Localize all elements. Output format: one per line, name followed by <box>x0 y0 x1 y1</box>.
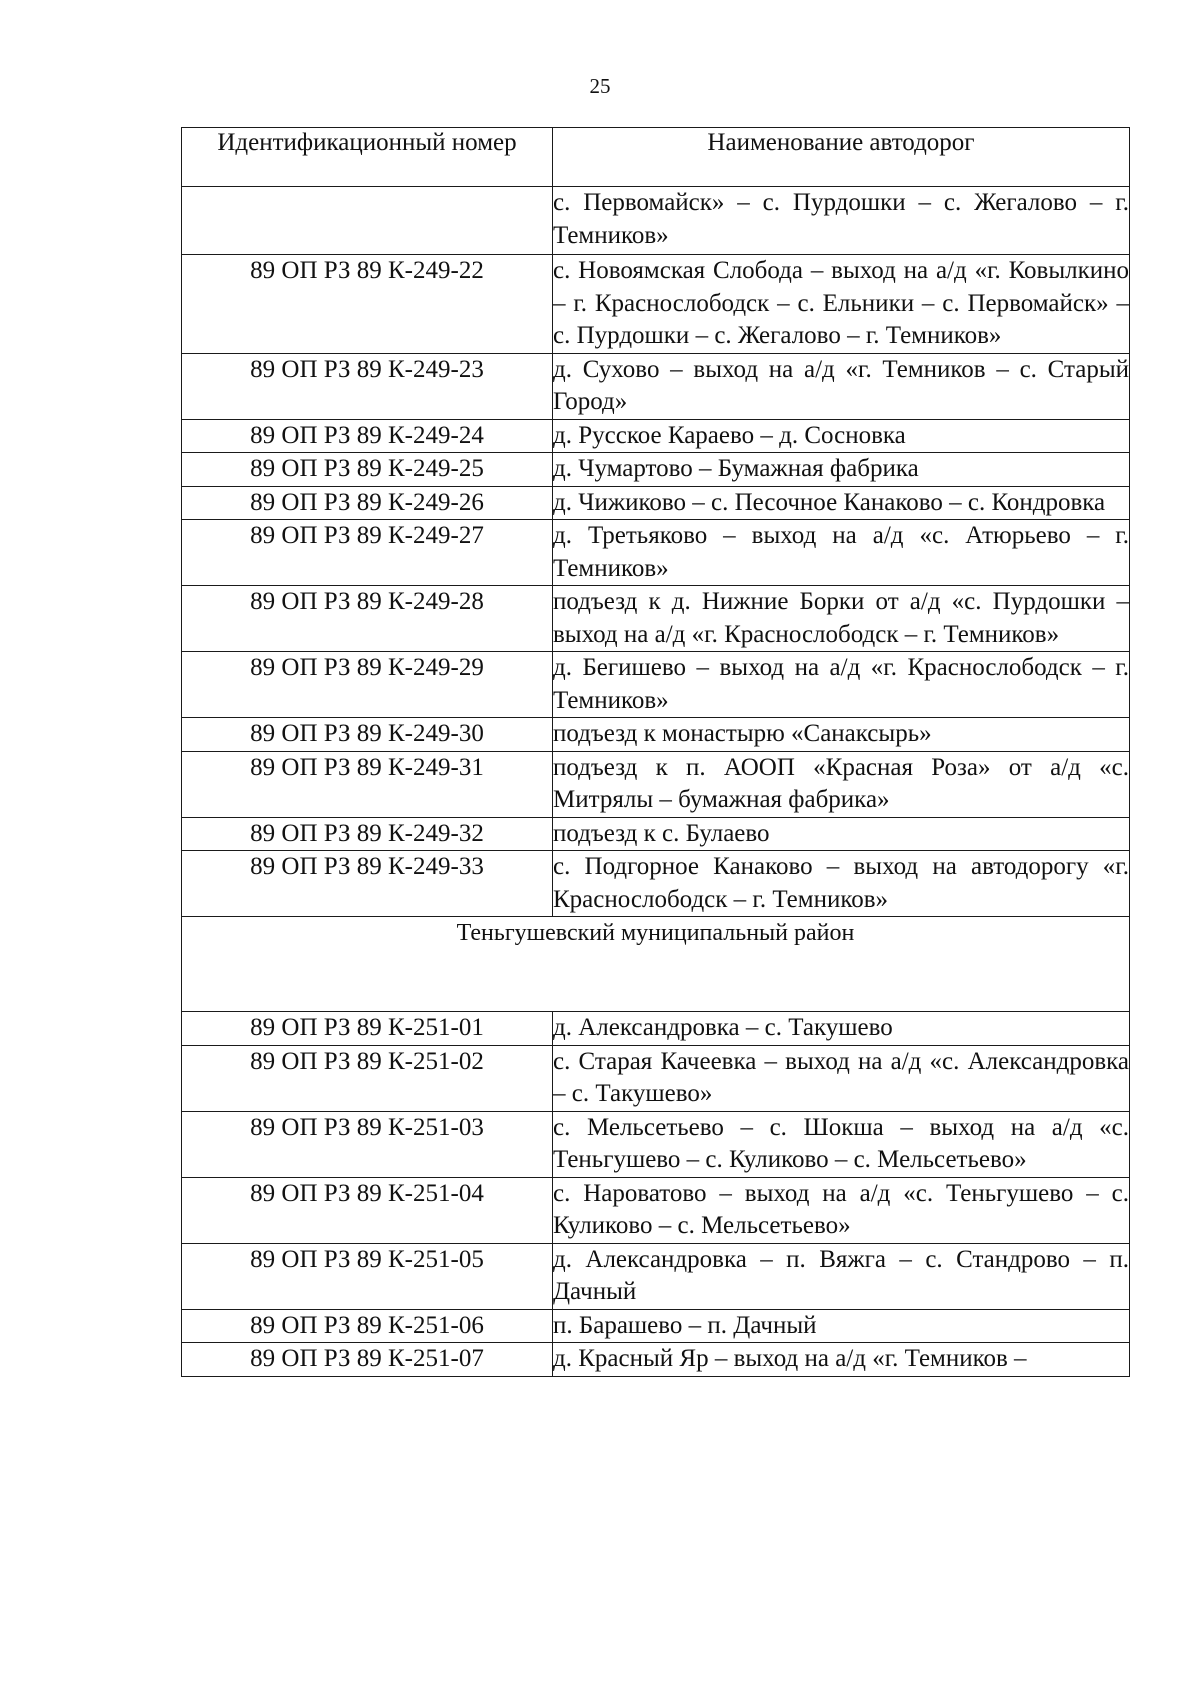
name-cell: с. Нароватово – выход на а/д «с. Теньгушево – с. Куликово – с. Мельсетьево» <box>553 1177 1130 1243</box>
table-row <box>182 486 1130 520</box>
name-cell: подъезд к монастырю «Санаксырь» <box>553 718 1130 752</box>
table-row <box>182 1309 1130 1343</box>
name-cell: с. Подгорное Канаково – выход на автодорогу «г. Краснослободск – г. Темников» <box>553 851 1130 917</box>
id-cell: 89 ОП РЗ 89 К-249-32 <box>182 817 553 851</box>
table-row <box>182 586 1130 652</box>
name-cell: д. Александровка – п. Вяжга – с. Стандрово – п. Дачный <box>553 1243 1130 1309</box>
table-row <box>182 1045 1130 1111</box>
name-cell: д. Александровка – с. Такушево <box>553 1012 1130 1046</box>
table-row <box>182 1243 1130 1309</box>
id-cell: 89 ОП РЗ 89 К-249-23 <box>182 353 553 419</box>
id-cell: 89 ОП РЗ 89 К-249-33 <box>182 851 553 917</box>
name-cell: с. Старая Качеевка – выход на а/д «с. Александровка – с. Такушево» <box>553 1045 1130 1111</box>
section-title: Теньгушевский муниципальный район <box>182 917 1130 1012</box>
name-cell: д. Сухово – выход на а/д «г. Темников – с. Старый Город» <box>553 353 1130 419</box>
name-cell: п. Барашево – п. Дачный <box>553 1309 1130 1343</box>
id-cell: 89 ОП РЗ 89 К-249-31 <box>182 751 553 817</box>
id-cell: 89 ОП РЗ 89 К-251-03 <box>182 1111 553 1177</box>
name-cell: с. Первомайск» – с. Пурдошки – с. Жегалово – г. Темников» <box>553 187 1130 255</box>
id-cell: 89 ОП РЗ 89 К-249-27 <box>182 520 553 586</box>
id-cell: 89 ОП РЗ 89 К-249-29 <box>182 652 553 718</box>
name-cell: д. Чумартово – Бумажная фабрика <box>553 453 1130 487</box>
table-row <box>182 353 1130 419</box>
id-cell <box>182 187 553 255</box>
table-row <box>182 1343 1130 1377</box>
section-row <box>182 917 1130 1012</box>
table-row <box>182 255 1130 354</box>
name-cell: д. Чижиково – с. Песочное Канаково – с. Кондровка <box>553 486 1130 520</box>
name-cell: подъезд к д. Нижние Борки от а/д «с. Пурдошки – выход на а/д «г. Краснослободск – г. Темников» <box>553 586 1130 652</box>
header-id: Идентификационный номер <box>182 128 553 187</box>
id-cell: 89 ОП РЗ 89 К-249-28 <box>182 586 553 652</box>
id-cell: 89 ОП РЗ 89 К-249-26 <box>182 486 553 520</box>
id-cell: 89 ОП РЗ 89 К-251-04 <box>182 1177 553 1243</box>
table-row <box>182 520 1130 586</box>
roads-table <box>181 127 1130 1377</box>
name-cell: д. Бегишево – выход на а/д «г. Краснослободск – г. Темников» <box>553 652 1130 718</box>
table-row <box>182 851 1130 917</box>
table-row <box>182 1177 1130 1243</box>
name-cell: с. Новоямская Слобода – выход на а/д «г. Ковылкино – г. Краснослободск – с. Ельники – с. Первомайск» – с. Пурдошки – с. Жегалово – г. Темников» <box>553 255 1130 354</box>
table-header-row <box>182 128 1130 187</box>
table-row <box>182 419 1130 453</box>
name-cell: д. Красный Яр – выход на а/д «г. Темников – <box>553 1343 1130 1377</box>
id-cell: 89 ОП РЗ 89 К-249-30 <box>182 718 553 752</box>
name-cell: подъезд к п. АООП «Красная Роза» от а/д «с. Митрялы – бумажная фабрика» <box>553 751 1130 817</box>
table-row <box>182 718 1130 752</box>
table-row <box>182 751 1130 817</box>
id-cell: 89 ОП РЗ 89 К-249-24 <box>182 419 553 453</box>
id-cell: 89 ОП РЗ 89 К-249-25 <box>182 453 553 487</box>
table-row <box>182 817 1130 851</box>
header-name: Наименование автодорог <box>553 128 1130 187</box>
table-row <box>182 1111 1130 1177</box>
id-cell: 89 ОП РЗ 89 К-249-22 <box>182 255 553 354</box>
id-cell: 89 ОП РЗ 89 К-251-05 <box>182 1243 553 1309</box>
page-number: 25 <box>589 74 611 98</box>
id-cell: 89 ОП РЗ 89 К-251-06 <box>182 1309 553 1343</box>
table-row <box>182 652 1130 718</box>
table-row <box>182 453 1130 487</box>
table-row-continuation <box>182 187 1130 255</box>
table-row <box>182 1012 1130 1046</box>
id-cell: 89 ОП РЗ 89 К-251-07 <box>182 1343 553 1377</box>
id-cell: 89 ОП РЗ 89 К-251-02 <box>182 1045 553 1111</box>
name-cell: подъезд к с. Булаево <box>553 817 1130 851</box>
id-cell: 89 ОП РЗ 89 К-251-01 <box>182 1012 553 1046</box>
name-cell: д. Третьяково – выход на а/д «с. Атюрьево – г. Темников» <box>553 520 1130 586</box>
name-cell: с. Мельсетьево – с. Шокша – выход на а/д «с. Теньгушево – с. Куликово – с. Мельсетьево» <box>553 1111 1130 1177</box>
name-cell: д. Русское Караево – д. Сосновка <box>553 419 1130 453</box>
